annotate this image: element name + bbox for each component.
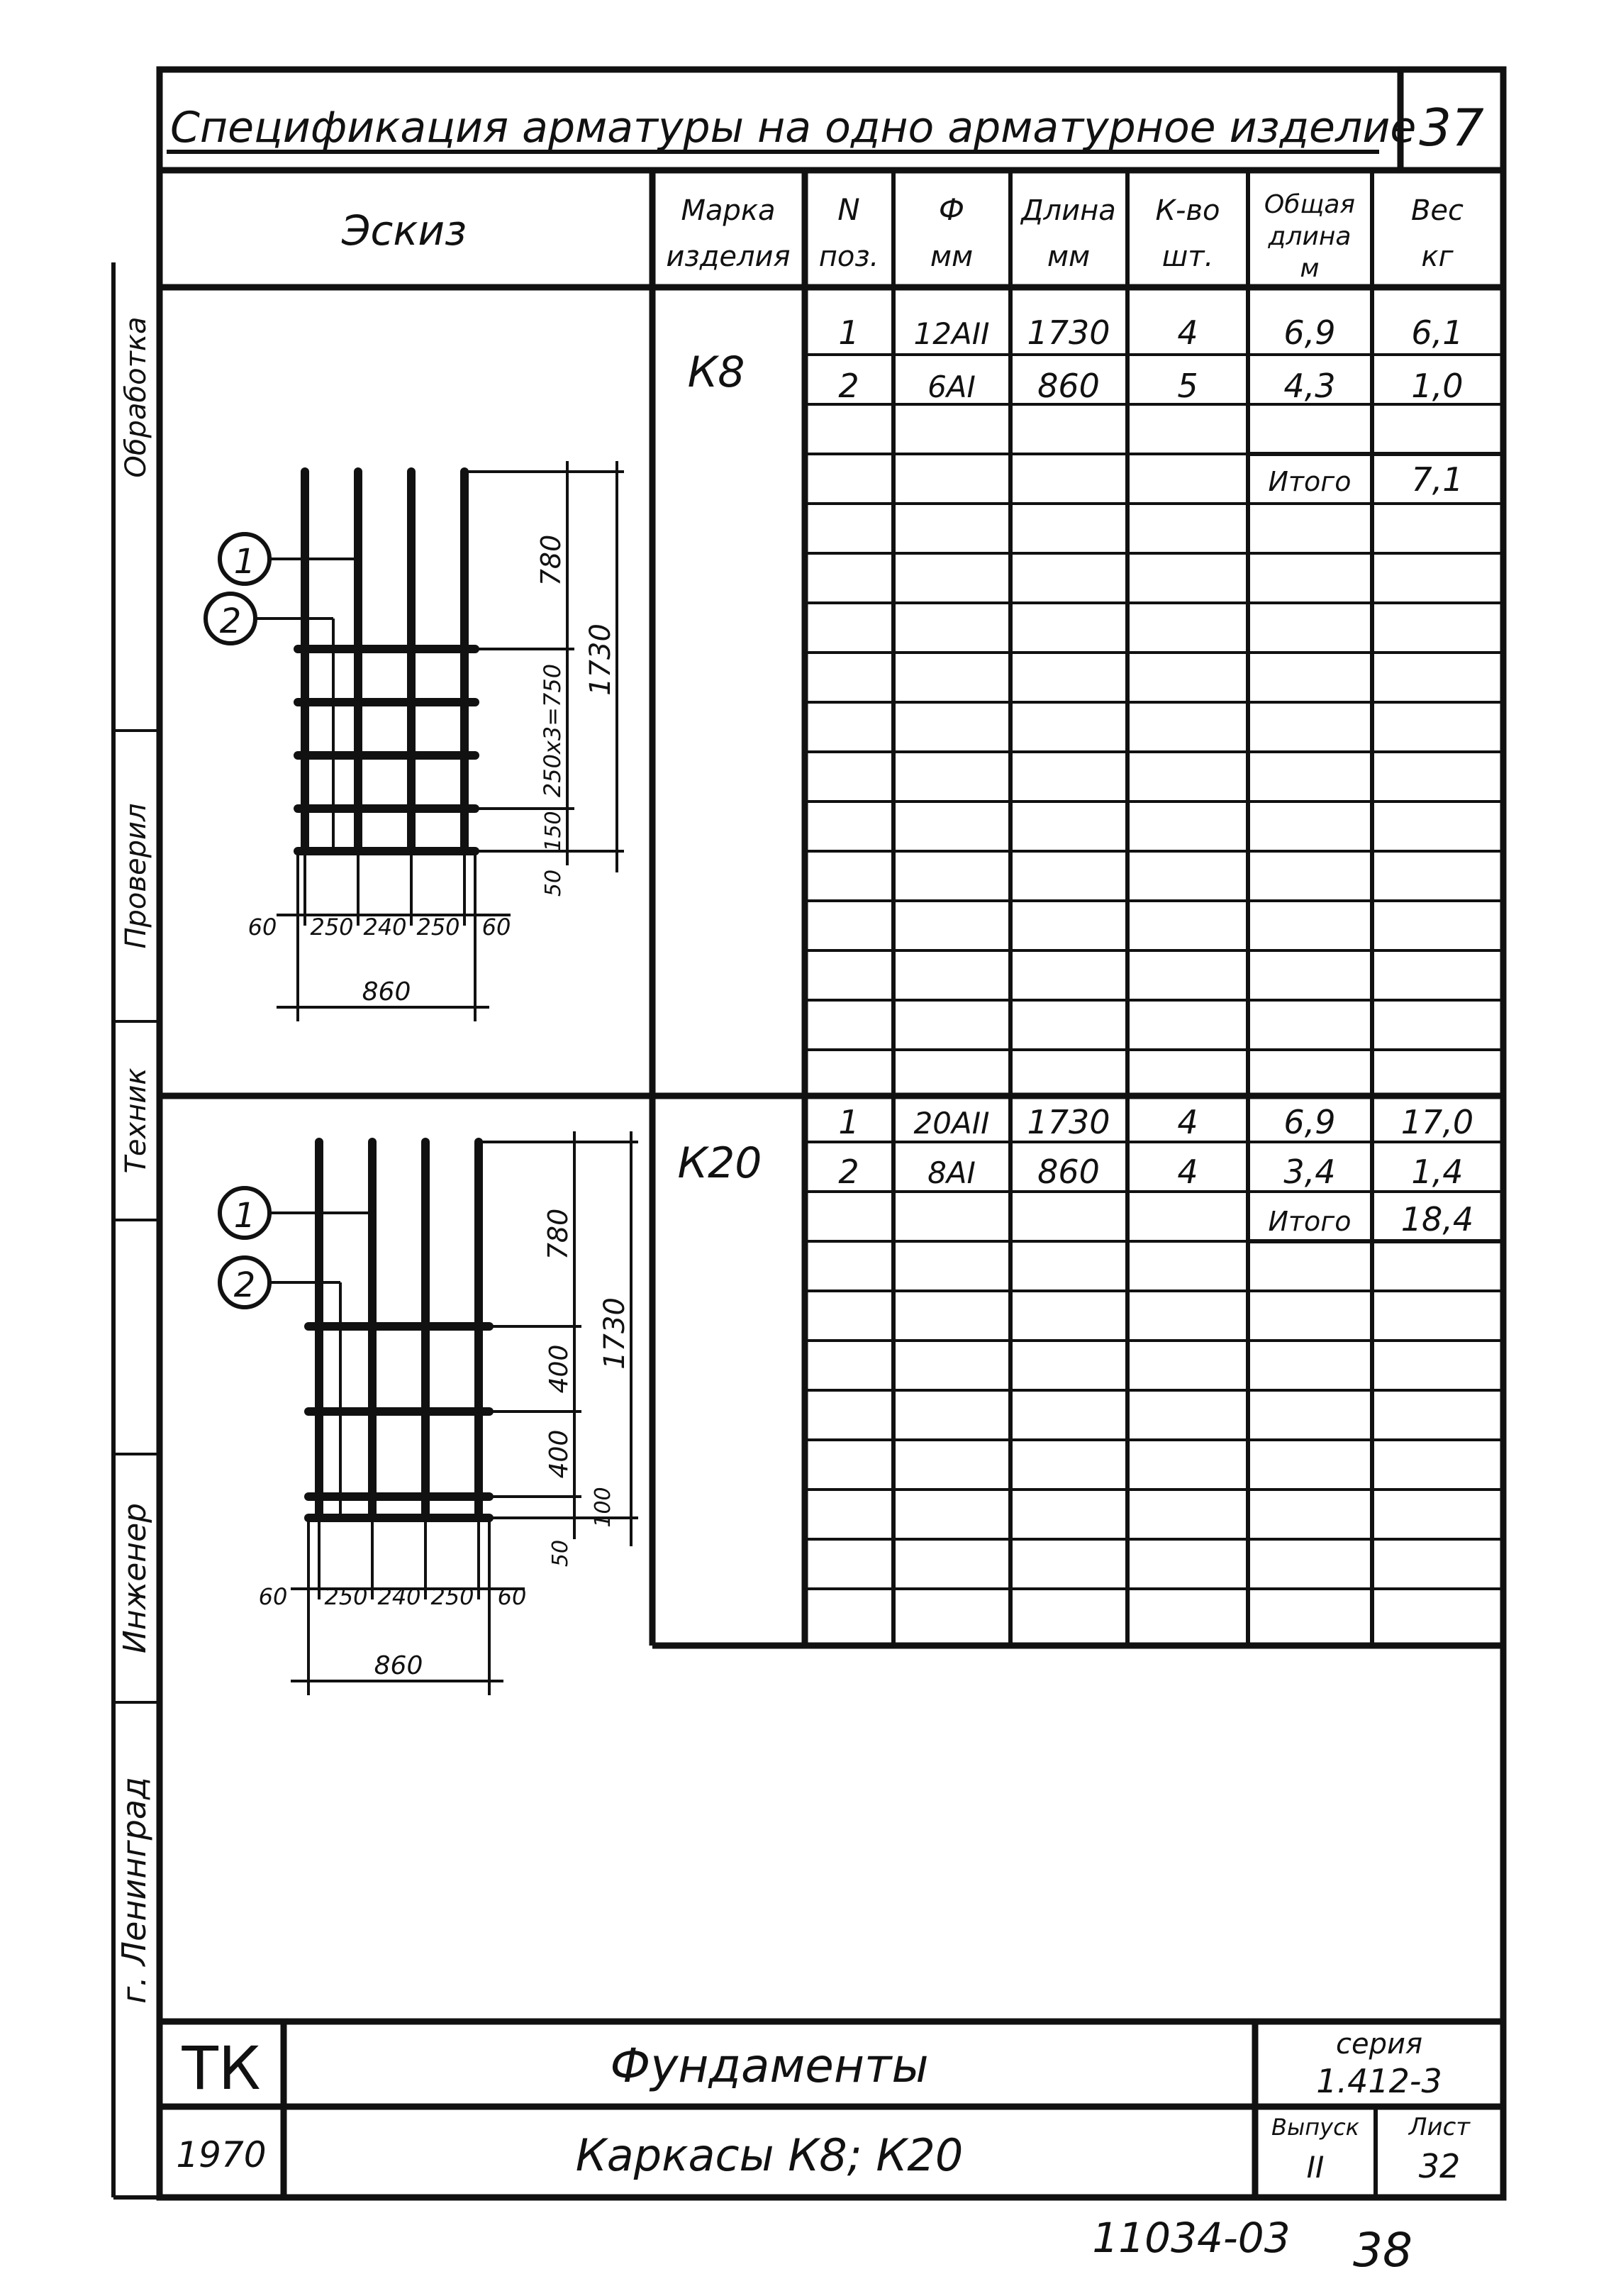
dim-label: 60 xyxy=(258,1583,288,1610)
product-mark-k20: К20 xyxy=(677,1138,762,1188)
dim-label: 250 xyxy=(430,1583,474,1610)
product-mark-k8: К8 xyxy=(687,348,745,397)
title-block xyxy=(160,2022,1503,2197)
svg-text:1,4: 1,4 xyxy=(1411,1153,1464,1191)
table-row xyxy=(838,1153,1463,1191)
sheet-value: 32 xyxy=(1418,2147,1461,2185)
series-label: серия xyxy=(1335,2028,1423,2061)
dim-label: 240 xyxy=(363,914,407,941)
header-total: Общая xyxy=(1264,190,1356,219)
header-qty-2: шт. xyxy=(1161,240,1214,273)
svg-text:1,0: 1,0 xyxy=(1411,367,1464,405)
svg-text:1730: 1730 xyxy=(1027,1103,1110,1141)
stamp-role-engineer: Инженер xyxy=(117,1502,153,1654)
header-weight-2: кг xyxy=(1421,240,1454,273)
dim-label: 860 xyxy=(374,1651,423,1680)
page-number: 37 xyxy=(1419,98,1484,157)
dim-label: 780 xyxy=(535,534,567,587)
side-stamp xyxy=(113,316,160,2003)
dim-label: 1730 xyxy=(584,623,617,696)
sketch-k20 xyxy=(220,1131,638,1695)
itogo-label: Итого xyxy=(1268,1206,1352,1237)
org-code: ТК xyxy=(182,2034,261,2103)
stamp-role-checker: Проверил xyxy=(120,803,152,949)
dim-label: 250 xyxy=(310,914,354,941)
dim-label: 240 xyxy=(377,1583,421,1610)
svg-text:12АII: 12АII xyxy=(913,316,990,351)
svg-text:4: 4 xyxy=(1177,314,1198,352)
header-pos-2: поз. xyxy=(818,240,879,273)
svg-text:1: 1 xyxy=(838,1103,859,1141)
header-total-3: м xyxy=(1300,254,1320,283)
dim-label: 60 xyxy=(497,1583,527,1610)
itogo-value: 7,1 xyxy=(1411,460,1464,499)
footer-page: 38 xyxy=(1353,2223,1412,2278)
table-row xyxy=(838,314,1463,352)
svg-text:860: 860 xyxy=(1037,1153,1100,1191)
year: 1970 xyxy=(176,2134,267,2175)
svg-text:5: 5 xyxy=(1177,367,1198,405)
callout-1-label: 1 xyxy=(233,1196,256,1236)
svg-text:6АI: 6АI xyxy=(927,370,976,404)
dim-label: 250 xyxy=(324,1583,368,1610)
dim-label: 150 xyxy=(541,811,566,852)
svg-text:6,9: 6,9 xyxy=(1283,314,1336,352)
svg-text:6,9: 6,9 xyxy=(1283,1103,1336,1141)
dim-label: 1730 xyxy=(598,1297,631,1370)
dim-label: 400 xyxy=(545,1429,574,1479)
stamp-role-technician: Техник xyxy=(120,1067,152,1174)
dim-label: 50 xyxy=(541,869,566,897)
header-diam: Ф xyxy=(938,192,965,227)
drawing-name: Фундаменты xyxy=(610,2039,929,2093)
header-weight: Вес xyxy=(1410,194,1464,227)
dim-label: 860 xyxy=(362,977,411,1006)
dim-label: 400 xyxy=(545,1344,574,1394)
header-length-2: мм xyxy=(1047,240,1091,273)
table-row xyxy=(838,367,1463,405)
callout-1-label: 1 xyxy=(233,542,256,582)
stamp-city: г. Ленинград xyxy=(115,1777,153,2004)
dim-label: 60 xyxy=(481,914,511,941)
dim-label: 250x3=750 xyxy=(539,663,566,798)
spec-title: Спецификация арматуры на одно арматурное изделие xyxy=(170,103,1417,152)
header-diam-2: мм xyxy=(930,240,974,273)
svg-text:1: 1 xyxy=(838,314,859,352)
stamp-role-processing: Обработка xyxy=(120,316,152,478)
header-pos: N xyxy=(837,192,860,227)
svg-text:2: 2 xyxy=(838,1153,859,1191)
header-qty: К-во xyxy=(1155,194,1220,227)
dim-label: 50 xyxy=(548,1539,573,1568)
svg-text:2: 2 xyxy=(838,367,859,405)
dim-label: 60 xyxy=(247,914,277,941)
dim-label: 250 xyxy=(416,914,460,941)
sketch-k8 xyxy=(206,461,624,1021)
svg-text:3,4: 3,4 xyxy=(1283,1153,1336,1191)
svg-text:17,0: 17,0 xyxy=(1400,1103,1474,1141)
header-mark: Марка xyxy=(681,194,776,227)
header-total-2: длина xyxy=(1268,222,1352,251)
svg-text:1730: 1730 xyxy=(1027,314,1110,352)
svg-text:4: 4 xyxy=(1177,1103,1198,1141)
dim-label: 100 xyxy=(591,1487,615,1528)
header-sketch: Эскиз xyxy=(342,206,467,255)
issue-value: II xyxy=(1306,2150,1325,2185)
itogo-value: 18,4 xyxy=(1400,1200,1474,1238)
itogo-label: Итого xyxy=(1268,466,1352,497)
callout-2-label: 2 xyxy=(233,1265,256,1305)
svg-text:6,1: 6,1 xyxy=(1411,314,1464,352)
dim-label: 780 xyxy=(542,1208,574,1260)
svg-text:8АI: 8АI xyxy=(927,1155,976,1190)
header-length: Длина xyxy=(1021,194,1116,227)
svg-text:4,3: 4,3 xyxy=(1283,367,1336,405)
issue-label: Выпуск xyxy=(1271,2114,1359,2141)
svg-text:4: 4 xyxy=(1177,1153,1198,1191)
callout-2-label: 2 xyxy=(219,601,242,641)
svg-text:860: 860 xyxy=(1037,367,1100,405)
drawing-subtitle: Каркасы К8; К20 xyxy=(575,2129,964,2181)
table-row xyxy=(838,1103,1473,1141)
footer-code: 11034-03 xyxy=(1092,2214,1291,2262)
header-mark-2: изделия xyxy=(666,240,791,273)
sheet-label: Лист xyxy=(1408,2113,1471,2141)
svg-text:20АII: 20АII xyxy=(913,1106,990,1141)
series-value: 1.412-3 xyxy=(1316,2062,1442,2100)
